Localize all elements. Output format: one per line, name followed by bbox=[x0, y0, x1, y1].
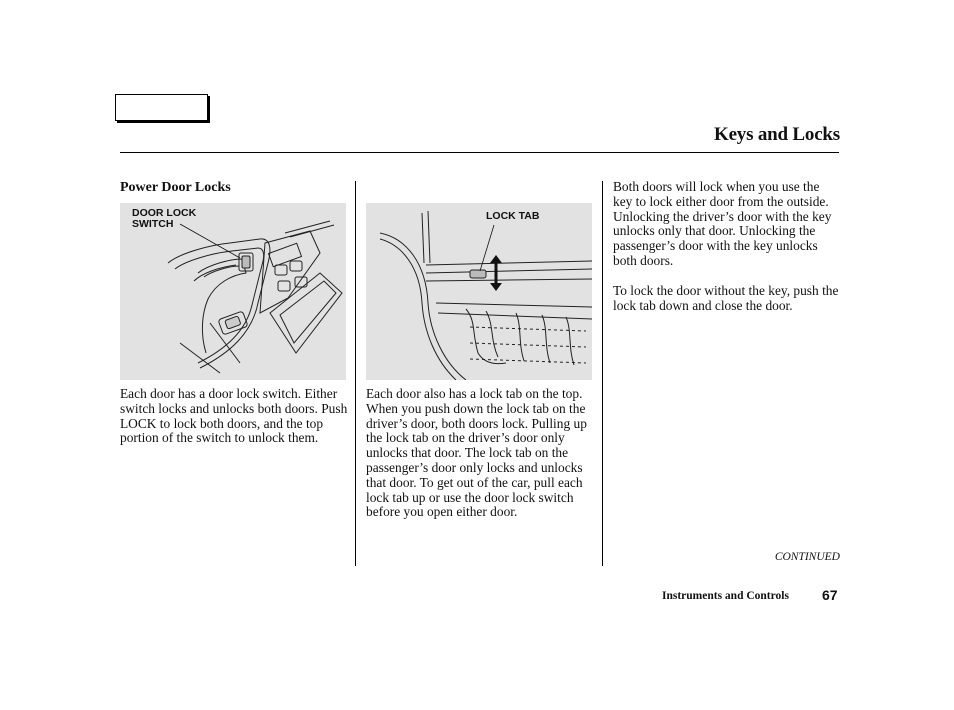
right-paragraph-2: To lock the door without the key, push the lock tab down and close the door. bbox=[613, 282, 839, 313]
middle-paragraph: Each door also has a lock tab on the top. When you push down the lock tab on the driver’s door, both doors lock. Pulling up the lock tab on the driver’s door only unlocks that door. The lock tab on the passenger’s door only locks and unlocks that door. To get out of the car, pull each lock tab up or use the door lock switch before you open either door. bbox=[366, 386, 587, 520]
lock-tab-illustration bbox=[366, 203, 592, 380]
door-lock-switch-label: DOOR LOCK SWITCH bbox=[132, 207, 197, 230]
door-lock-switch-illustration bbox=[120, 203, 346, 380]
left-paragraph: Each door has a door lock switch. Either switch locks and unlocks both doors. Push LOCK to lock both doors, and the top portion of the switch to unlock them. bbox=[120, 386, 348, 446]
right-paragraph-1: Both doors will lock when you use the key to lock either door from the outside. Unlocking the driver’s door with the key unlocks only that door. Unlocking the passenger’s door with the key unlocks both doors. bbox=[613, 179, 832, 268]
continued-label: CONTINUED bbox=[774, 551, 840, 563]
column-divider-1 bbox=[355, 181, 356, 566]
footer-section-name: Instruments and Controls bbox=[662, 590, 789, 602]
door-window-drawing bbox=[366, 203, 592, 380]
section-heading: Power Door Locks bbox=[120, 180, 231, 195]
column-divider-2 bbox=[602, 181, 603, 566]
section-tab-box bbox=[115, 94, 208, 121]
lock-tab-label: LOCK TAB bbox=[486, 210, 540, 222]
page-number: 67 bbox=[822, 587, 838, 603]
right-column-text bbox=[613, 180, 841, 328]
left-column-text bbox=[120, 387, 348, 461]
page-title: Keys and Locks bbox=[713, 124, 840, 145]
middle-column-text bbox=[366, 387, 596, 535]
title-rule bbox=[120, 152, 839, 153]
